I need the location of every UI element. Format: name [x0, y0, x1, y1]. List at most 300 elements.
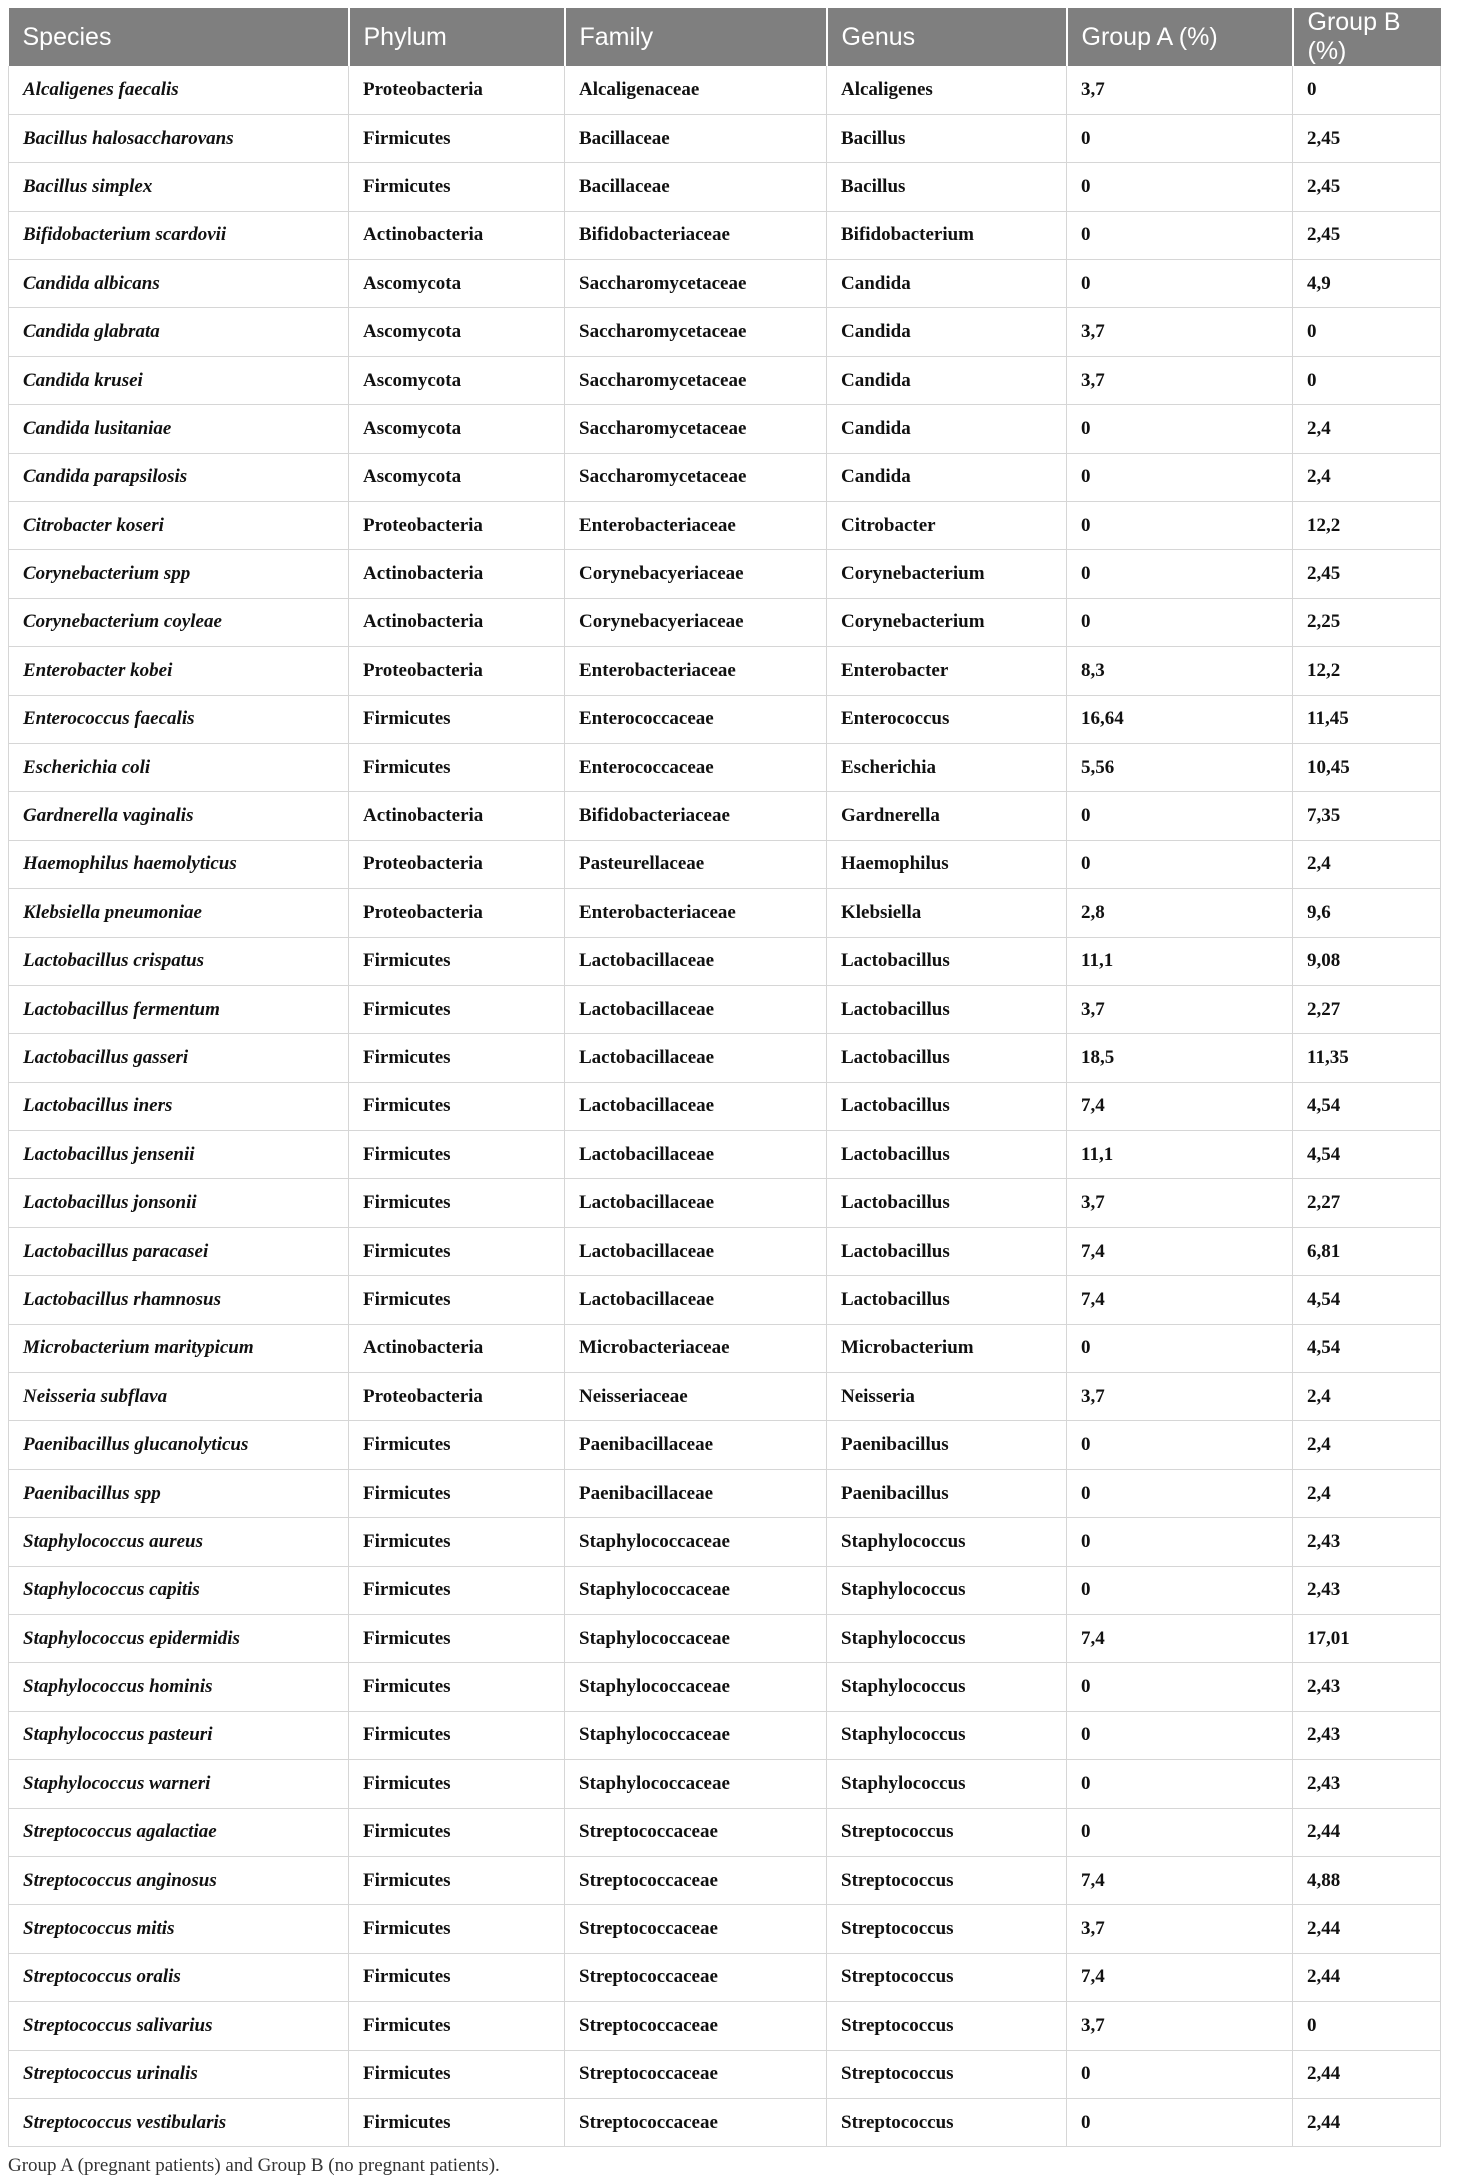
- cell-group-b: 6,81: [1293, 1227, 1441, 1275]
- cell-genus: Streptococcus: [827, 2098, 1067, 2146]
- table-row: [9, 1615, 1441, 1663]
- cell-phylum: Proteobacteria: [349, 889, 565, 937]
- cell-group-b: 0: [1293, 66, 1441, 114]
- cell-group-b: 10,45: [1293, 743, 1441, 791]
- table-row: [9, 1953, 1441, 2001]
- table-row: [9, 598, 1441, 646]
- cell-family: Pasteurellaceae: [565, 840, 827, 888]
- cell-group-b: 4,9: [1293, 260, 1441, 308]
- table-container: [8, 8, 1440, 2177]
- cell-genus: Citrobacter: [827, 502, 1067, 550]
- cell-phylum: Firmicutes: [349, 1179, 565, 1227]
- cell-family: Saccharomycetaceae: [565, 308, 827, 356]
- cell-family: Staphylococcaceae: [565, 1711, 827, 1759]
- cell-family: Lactobacillaceae: [565, 1227, 827, 1275]
- cell-phylum: Firmicutes: [349, 2002, 565, 2050]
- cell-phylum: Firmicutes: [349, 1566, 565, 1614]
- cell-species: Lactobacillus gasseri: [9, 1034, 349, 1082]
- cell-genus: Enterobacter: [827, 647, 1067, 695]
- cell-family: Paenibacillaceae: [565, 1421, 827, 1469]
- cell-group-a: 3,7: [1067, 356, 1293, 404]
- cell-genus: Streptococcus: [827, 1905, 1067, 1953]
- cell-group-a: 0: [1067, 260, 1293, 308]
- cell-group-b: 4,54: [1293, 1131, 1441, 1179]
- cell-phylum: Proteobacteria: [349, 1373, 565, 1421]
- cell-group-a: 7,4: [1067, 1276, 1293, 1324]
- cell-family: Staphylococcaceae: [565, 1518, 827, 1566]
- header-row: [9, 8, 1441, 66]
- table-row: [9, 1469, 1441, 1517]
- cell-group-a: 0: [1067, 163, 1293, 211]
- cell-family: Alcaligenaceae: [565, 66, 827, 114]
- cell-species: Staphylococcus pasteuri: [9, 1711, 349, 1759]
- header-species: Species: [9, 8, 349, 66]
- cell-species: Lactobacillus paracasei: [9, 1227, 349, 1275]
- cell-family: Saccharomycetaceae: [565, 260, 827, 308]
- cell-phylum: Ascomycota: [349, 453, 565, 501]
- cell-family: Enterococcaceae: [565, 743, 827, 791]
- cell-group-a: 0: [1067, 1808, 1293, 1856]
- cell-genus: Microbacterium: [827, 1324, 1067, 1372]
- cell-family: Enterobacteriaceae: [565, 889, 827, 937]
- cell-genus: Gardnerella: [827, 792, 1067, 840]
- cell-group-b: 2,27: [1293, 1179, 1441, 1227]
- cell-group-b: 2,45: [1293, 163, 1441, 211]
- cell-phylum: Ascomycota: [349, 356, 565, 404]
- header-family: Family: [565, 8, 827, 66]
- cell-group-b: 12,2: [1293, 502, 1441, 550]
- cell-species: Streptococcus urinalis: [9, 2050, 349, 2098]
- cell-group-a: 11,1: [1067, 1131, 1293, 1179]
- cell-group-b: 0: [1293, 308, 1441, 356]
- cell-family: Saccharomycetaceae: [565, 405, 827, 453]
- cell-family: Lactobacillaceae: [565, 1131, 827, 1179]
- cell-family: Paenibacillaceae: [565, 1469, 827, 1517]
- cell-group-b: 2,4: [1293, 1469, 1441, 1517]
- cell-group-b: 2,44: [1293, 1808, 1441, 1856]
- cell-group-b: 7,35: [1293, 792, 1441, 840]
- cell-phylum: Ascomycota: [349, 260, 565, 308]
- table-row: [9, 1760, 1441, 1808]
- cell-genus: Streptococcus: [827, 2002, 1067, 2050]
- cell-family: Bifidobacteriaceae: [565, 792, 827, 840]
- cell-family: Enterococcaceae: [565, 695, 827, 743]
- cell-group-a: 0: [1067, 211, 1293, 259]
- cell-group-a: 3,7: [1067, 66, 1293, 114]
- cell-group-b: 2,44: [1293, 1953, 1441, 2001]
- cell-species: Lactobacillus fermentum: [9, 985, 349, 1033]
- cell-phylum: Firmicutes: [349, 1711, 565, 1759]
- cell-group-a: 3,7: [1067, 308, 1293, 356]
- cell-species: Staphylococcus hominis: [9, 1663, 349, 1711]
- cell-phylum: Firmicutes: [349, 937, 565, 985]
- cell-species: Bacillus halosaccharovans: [9, 114, 349, 162]
- cell-species: Bacillus simplex: [9, 163, 349, 211]
- cell-genus: Candida: [827, 308, 1067, 356]
- cell-family: Corynebacyeriaceae: [565, 598, 827, 646]
- cell-group-b: 2,43: [1293, 1663, 1441, 1711]
- cell-genus: Lactobacillus: [827, 1179, 1067, 1227]
- cell-species: Alcaligenes faecalis: [9, 66, 349, 114]
- cell-family: Streptococcaceae: [565, 2002, 827, 2050]
- cell-phylum: Firmicutes: [349, 1518, 565, 1566]
- cell-group-b: 2,4: [1293, 840, 1441, 888]
- cell-species: Klebsiella pneumoniae: [9, 889, 349, 937]
- cell-species: Streptococcus oralis: [9, 1953, 349, 2001]
- cell-genus: Staphylococcus: [827, 1615, 1067, 1663]
- cell-genus: Corynebacterium: [827, 550, 1067, 598]
- cell-group-b: 0: [1293, 356, 1441, 404]
- table-row: [9, 453, 1441, 501]
- table-row: [9, 2002, 1441, 2050]
- cell-group-b: 2,25: [1293, 598, 1441, 646]
- cell-species: Staphylococcus capitis: [9, 1566, 349, 1614]
- cell-phylum: Firmicutes: [349, 1905, 565, 1953]
- cell-genus: Paenibacillus: [827, 1469, 1067, 1517]
- cell-genus: Streptococcus: [827, 1856, 1067, 1904]
- cell-group-b: 2,45: [1293, 114, 1441, 162]
- cell-family: Lactobacillaceae: [565, 1034, 827, 1082]
- cell-family: Neisseriaceae: [565, 1373, 827, 1421]
- cell-genus: Lactobacillus: [827, 985, 1067, 1033]
- cell-phylum: Firmicutes: [349, 1469, 565, 1517]
- table-row: [9, 114, 1441, 162]
- cell-species: Lactobacillus iners: [9, 1082, 349, 1130]
- cell-group-a: 16,64: [1067, 695, 1293, 743]
- cell-family: Streptococcaceae: [565, 1905, 827, 1953]
- cell-group-a: 0: [1067, 2098, 1293, 2146]
- cell-species: Lactobacillus jensenii: [9, 1131, 349, 1179]
- cell-species: Neisseria subflava: [9, 1373, 349, 1421]
- cell-phylum: Proteobacteria: [349, 647, 565, 695]
- cell-group-a: 0: [1067, 840, 1293, 888]
- header-group-b: Group B (%): [1293, 8, 1441, 66]
- cell-group-a: 7,4: [1067, 1082, 1293, 1130]
- cell-species: Paenibacillus spp: [9, 1469, 349, 1517]
- table-row: [9, 163, 1441, 211]
- cell-group-b: 17,01: [1293, 1615, 1441, 1663]
- table-row: [9, 743, 1441, 791]
- cell-phylum: Firmicutes: [349, 163, 565, 211]
- cell-family: Streptococcaceae: [565, 2050, 827, 2098]
- table-row: [9, 1566, 1441, 1614]
- cell-group-b: 4,54: [1293, 1082, 1441, 1130]
- cell-genus: Staphylococcus: [827, 1566, 1067, 1614]
- table-header: [9, 8, 1441, 66]
- cell-genus: Escherichia: [827, 743, 1067, 791]
- cell-group-b: 2,45: [1293, 550, 1441, 598]
- cell-family: Enterobacteriaceae: [565, 647, 827, 695]
- table-row: [9, 1373, 1441, 1421]
- cell-group-a: 0: [1067, 550, 1293, 598]
- header-group-a: Group A (%): [1067, 8, 1293, 66]
- table-row: [9, 550, 1441, 598]
- table-row: [9, 1179, 1441, 1227]
- cell-group-b: 2,4: [1293, 1373, 1441, 1421]
- cell-genus: Candida: [827, 405, 1067, 453]
- cell-genus: Lactobacillus: [827, 937, 1067, 985]
- cell-family: Microbacteriaceae: [565, 1324, 827, 1372]
- cell-group-b: 11,45: [1293, 695, 1441, 743]
- cell-phylum: Proteobacteria: [349, 502, 565, 550]
- cell-group-b: 2,4: [1293, 453, 1441, 501]
- cell-phylum: Firmicutes: [349, 1808, 565, 1856]
- cell-species: Streptococcus mitis: [9, 1905, 349, 1953]
- cell-genus: Lactobacillus: [827, 1131, 1067, 1179]
- cell-group-b: 0: [1293, 2002, 1441, 2050]
- table-row: [9, 937, 1441, 985]
- header-genus: Genus: [827, 8, 1067, 66]
- cell-group-b: 2,43: [1293, 1518, 1441, 1566]
- cell-group-a: 0: [1067, 2050, 1293, 2098]
- table-row: [9, 647, 1441, 695]
- cell-genus: Streptococcus: [827, 1953, 1067, 2001]
- cell-species: Candida krusei: [9, 356, 349, 404]
- cell-group-a: 5,56: [1067, 743, 1293, 791]
- table-row: [9, 889, 1441, 937]
- table-row: [9, 1856, 1441, 1904]
- cell-group-a: 3,7: [1067, 985, 1293, 1033]
- cell-genus: Lactobacillus: [827, 1082, 1067, 1130]
- cell-species: Lactobacillus rhamnosus: [9, 1276, 349, 1324]
- cell-genus: Corynebacterium: [827, 598, 1067, 646]
- cell-group-a: 7,4: [1067, 1615, 1293, 1663]
- table-row: [9, 1082, 1441, 1130]
- cell-genus: Lactobacillus: [827, 1034, 1067, 1082]
- table-row: [9, 695, 1441, 743]
- cell-group-a: 7,4: [1067, 1227, 1293, 1275]
- cell-species: Escherichia coli: [9, 743, 349, 791]
- cell-species: Haemophilus haemolyticus: [9, 840, 349, 888]
- cell-phylum: Firmicutes: [349, 1856, 565, 1904]
- cell-family: Streptococcaceae: [565, 1808, 827, 1856]
- cell-group-a: 2,8: [1067, 889, 1293, 937]
- cell-family: Saccharomycetaceae: [565, 356, 827, 404]
- cell-group-b: 2,43: [1293, 1711, 1441, 1759]
- table-row: [9, 1131, 1441, 1179]
- cell-family: Corynebacyeriaceae: [565, 550, 827, 598]
- cell-group-b: 2,44: [1293, 1905, 1441, 1953]
- cell-family: Enterobacteriaceae: [565, 502, 827, 550]
- cell-family: Lactobacillaceae: [565, 937, 827, 985]
- cell-group-a: 0: [1067, 1711, 1293, 1759]
- cell-family: Staphylococcaceae: [565, 1760, 827, 1808]
- cell-genus: Klebsiella: [827, 889, 1067, 937]
- table-row: [9, 1421, 1441, 1469]
- table-row: [9, 308, 1441, 356]
- cell-group-b: 2,43: [1293, 1760, 1441, 1808]
- table-row: [9, 2098, 1441, 2146]
- cell-group-a: 3,7: [1067, 2002, 1293, 2050]
- cell-phylum: Actinobacteria: [349, 211, 565, 259]
- cell-family: Bifidobacteriaceae: [565, 211, 827, 259]
- table-row: [9, 1324, 1441, 1372]
- cell-family: Lactobacillaceae: [565, 985, 827, 1033]
- cell-phylum: Firmicutes: [349, 1131, 565, 1179]
- table-row: [9, 1276, 1441, 1324]
- cell-group-a: 0: [1067, 792, 1293, 840]
- cell-genus: Alcaligenes: [827, 66, 1067, 114]
- cell-genus: Lactobacillus: [827, 1227, 1067, 1275]
- cell-group-a: 0: [1067, 405, 1293, 453]
- cell-group-b: 2,44: [1293, 2098, 1441, 2146]
- cell-species: Paenibacillus glucanolyticus: [9, 1421, 349, 1469]
- cell-species: Candida lusitaniae: [9, 405, 349, 453]
- cell-genus: Staphylococcus: [827, 1663, 1067, 1711]
- cell-species: Candida albicans: [9, 260, 349, 308]
- cell-family: Staphylococcaceae: [565, 1615, 827, 1663]
- cell-species: Corynebacterium spp: [9, 550, 349, 598]
- cell-genus: Neisseria: [827, 1373, 1067, 1421]
- cell-group-b: 2,27: [1293, 985, 1441, 1033]
- cell-group-a: 0: [1067, 598, 1293, 646]
- cell-genus: Candida: [827, 356, 1067, 404]
- table-row: [9, 66, 1441, 114]
- cell-phylum: Firmicutes: [349, 2098, 565, 2146]
- cell-species: Lactobacillus jonsonii: [9, 1179, 349, 1227]
- cell-genus: Lactobacillus: [827, 1276, 1067, 1324]
- cell-group-b: 2,45: [1293, 211, 1441, 259]
- cell-species: Staphylococcus epidermidis: [9, 1615, 349, 1663]
- cell-group-a: 7,4: [1067, 1953, 1293, 2001]
- cell-group-b: 9,08: [1293, 937, 1441, 985]
- species-table: [8, 8, 1441, 2147]
- cell-group-a: 11,1: [1067, 937, 1293, 985]
- cell-phylum: Actinobacteria: [349, 792, 565, 840]
- cell-species: Corynebacterium coyleae: [9, 598, 349, 646]
- table-row: [9, 1663, 1441, 1711]
- cell-group-a: 0: [1067, 1760, 1293, 1808]
- cell-genus: Candida: [827, 453, 1067, 501]
- cell-group-a: 0: [1067, 114, 1293, 162]
- cell-phylum: Firmicutes: [349, 695, 565, 743]
- table-row: [9, 502, 1441, 550]
- cell-species: Streptococcus agalactiae: [9, 1808, 349, 1856]
- cell-genus: Streptococcus: [827, 2050, 1067, 2098]
- cell-phylum: Firmicutes: [349, 1082, 565, 1130]
- table-row: [9, 1808, 1441, 1856]
- cell-family: Bacillaceae: [565, 163, 827, 211]
- cell-family: Streptococcaceae: [565, 2098, 827, 2146]
- table-row: [9, 356, 1441, 404]
- cell-phylum: Firmicutes: [349, 1227, 565, 1275]
- cell-group-a: 0: [1067, 1324, 1293, 1372]
- cell-group-a: 0: [1067, 1663, 1293, 1711]
- cell-family: Lactobacillaceae: [565, 1082, 827, 1130]
- cell-family: Staphylococcaceae: [565, 1566, 827, 1614]
- table-body: [9, 66, 1441, 2147]
- cell-phylum: Firmicutes: [349, 1276, 565, 1324]
- cell-species: Enterobacter kobei: [9, 647, 349, 695]
- cell-genus: Streptococcus: [827, 1808, 1067, 1856]
- cell-phylum: Firmicutes: [349, 2050, 565, 2098]
- cell-family: Streptococcaceae: [565, 1953, 827, 2001]
- cell-genus: Bifidobacterium: [827, 211, 1067, 259]
- cell-phylum: Actinobacteria: [349, 550, 565, 598]
- cell-species: Bifidobacterium scardovii: [9, 211, 349, 259]
- cell-family: Lactobacillaceae: [565, 1276, 827, 1324]
- cell-genus: Staphylococcus: [827, 1518, 1067, 1566]
- cell-group-a: 8,3: [1067, 647, 1293, 695]
- cell-group-b: 9,6: [1293, 889, 1441, 937]
- cell-phylum: Ascomycota: [349, 308, 565, 356]
- cell-group-a: 0: [1067, 502, 1293, 550]
- cell-phylum: Firmicutes: [349, 1953, 565, 2001]
- cell-group-a: 18,5: [1067, 1034, 1293, 1082]
- table-footnote: Group A (pregnant patients) and Group B (no pregnant patients).: [8, 2155, 500, 2177]
- cell-group-b: 2,44: [1293, 2050, 1441, 2098]
- cell-group-b: 2,43: [1293, 1566, 1441, 1614]
- cell-phylum: Ascomycota: [349, 405, 565, 453]
- cell-phylum: Proteobacteria: [349, 840, 565, 888]
- cell-species: Staphylococcus aureus: [9, 1518, 349, 1566]
- cell-species: Gardnerella vaginalis: [9, 792, 349, 840]
- cell-species: Streptococcus salivarius: [9, 2002, 349, 2050]
- cell-family: Lactobacillaceae: [565, 1179, 827, 1227]
- table-row: [9, 1034, 1441, 1082]
- cell-group-a: 3,7: [1067, 1373, 1293, 1421]
- table-row: [9, 405, 1441, 453]
- cell-group-a: 7,4: [1067, 1856, 1293, 1904]
- cell-group-b: 4,54: [1293, 1324, 1441, 1372]
- cell-genus: Bacillus: [827, 163, 1067, 211]
- cell-phylum: Firmicutes: [349, 1663, 565, 1711]
- cell-group-a: 0: [1067, 1518, 1293, 1566]
- table-row: [9, 792, 1441, 840]
- cell-group-b: 4,54: [1293, 1276, 1441, 1324]
- cell-genus: Staphylococcus: [827, 1711, 1067, 1759]
- cell-family: Streptococcaceae: [565, 1856, 827, 1904]
- cell-group-b: 11,35: [1293, 1034, 1441, 1082]
- cell-phylum: Actinobacteria: [349, 598, 565, 646]
- cell-group-b: 12,2: [1293, 647, 1441, 695]
- cell-phylum: Firmicutes: [349, 985, 565, 1033]
- cell-species: Streptococcus vestibularis: [9, 2098, 349, 2146]
- table-row: [9, 2050, 1441, 2098]
- cell-group-b: 2,4: [1293, 1421, 1441, 1469]
- cell-genus: Haemophilus: [827, 840, 1067, 888]
- table-row: [9, 211, 1441, 259]
- cell-species: Citrobacter koseri: [9, 502, 349, 550]
- cell-phylum: Proteobacteria: [349, 66, 565, 114]
- cell-group-a: 0: [1067, 453, 1293, 501]
- cell-genus: Bacillus: [827, 114, 1067, 162]
- cell-group-a: 3,7: [1067, 1179, 1293, 1227]
- cell-phylum: Firmicutes: [349, 114, 565, 162]
- table-row: [9, 840, 1441, 888]
- cell-genus: Enterococcus: [827, 695, 1067, 743]
- cell-phylum: Firmicutes: [349, 1421, 565, 1469]
- table-row: [9, 260, 1441, 308]
- cell-group-a: 0: [1067, 1421, 1293, 1469]
- cell-group-b: 4,88: [1293, 1856, 1441, 1904]
- cell-group-a: 0: [1067, 1469, 1293, 1517]
- cell-group-a: 3,7: [1067, 1905, 1293, 1953]
- cell-species: Candida parapsilosis: [9, 453, 349, 501]
- cell-genus: Paenibacillus: [827, 1421, 1067, 1469]
- cell-species: Microbacterium maritypicum: [9, 1324, 349, 1372]
- table-row: [9, 1518, 1441, 1566]
- cell-species: Staphylococcus warneri: [9, 1760, 349, 1808]
- cell-family: Saccharomycetaceae: [565, 453, 827, 501]
- cell-phylum: Firmicutes: [349, 1760, 565, 1808]
- table-row: [9, 1711, 1441, 1759]
- cell-family: Staphylococcaceae: [565, 1663, 827, 1711]
- cell-group-a: 0: [1067, 1566, 1293, 1614]
- table-row: [9, 1227, 1441, 1275]
- cell-group-b: 2,4: [1293, 405, 1441, 453]
- cell-family: Bacillaceae: [565, 114, 827, 162]
